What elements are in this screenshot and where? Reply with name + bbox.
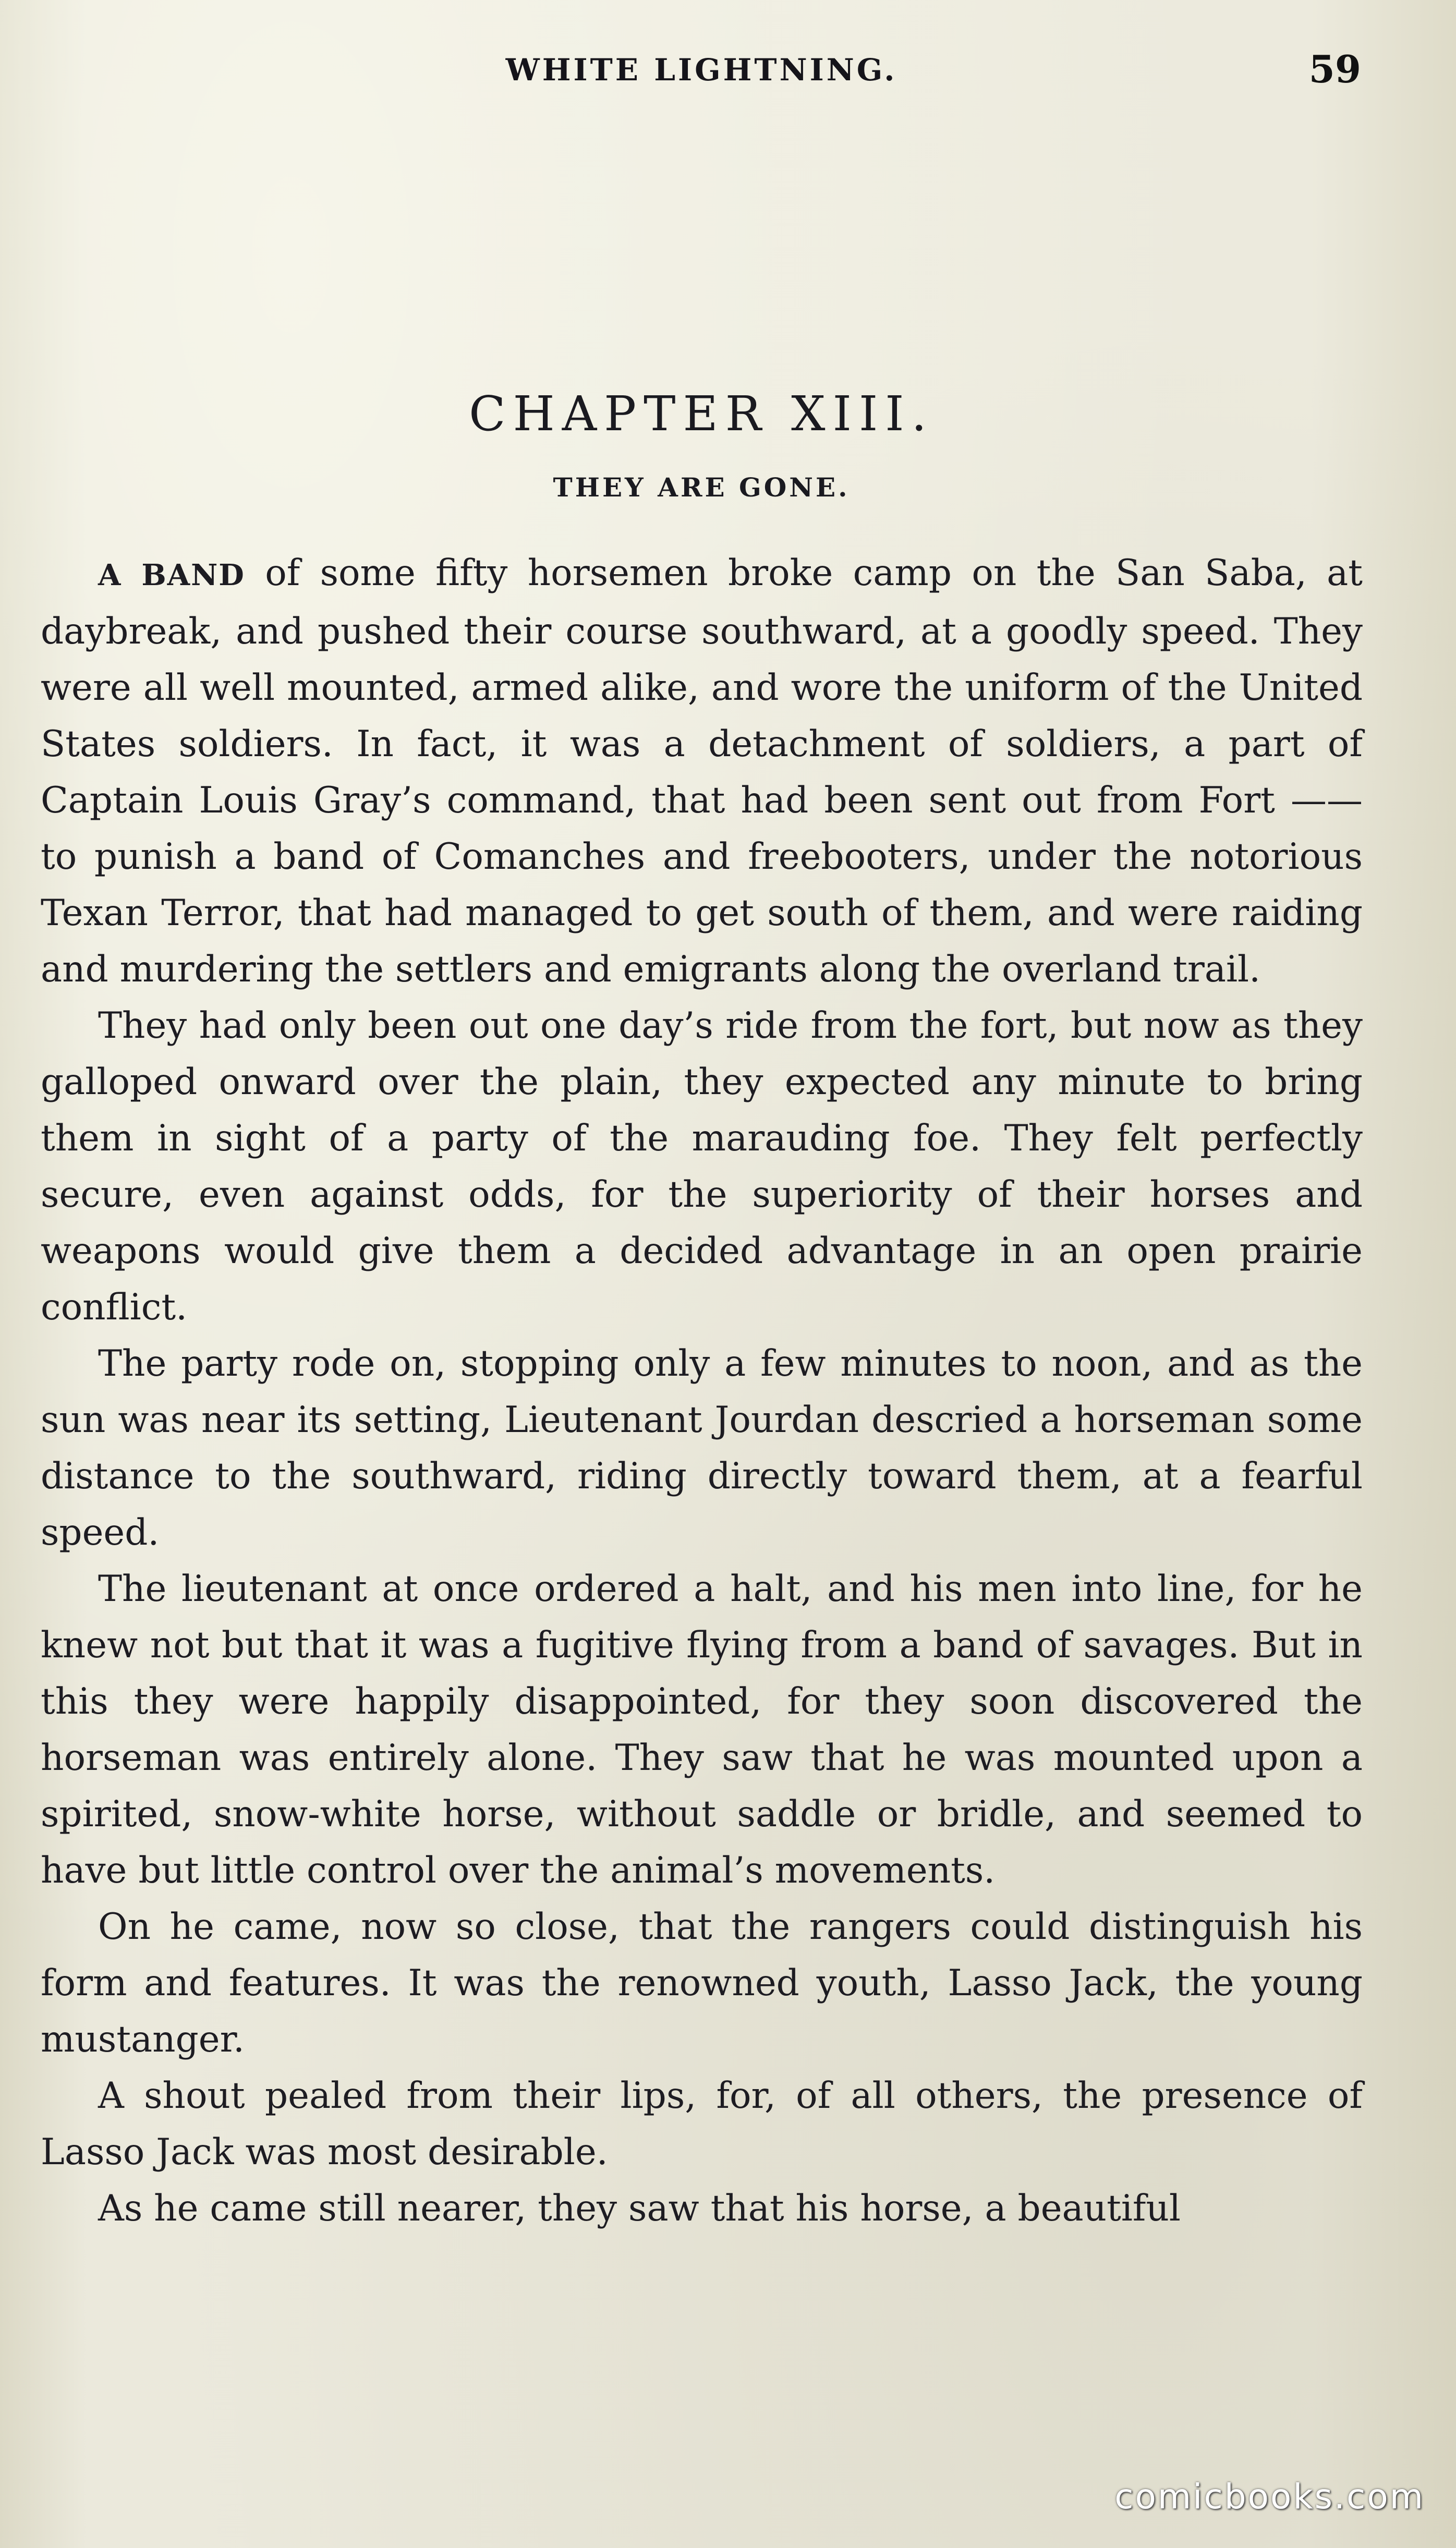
paragraph: The party rode on, stopping only a few minutes to noon, and as the sun was near its setting, Lieutenant Jourdan descried a horseman some distance to the southward, riding directly toward them, at a fearful speed. (41, 1343, 1363, 1554)
drop-lead: A BAND (98, 558, 245, 592)
paragraph: They had only been out one day’s ride from the fort, but now as they galloped onward over the plain, they expected any minute to bring them in sight of a party of the marauding foe. They felt perfectly secure, even against odds, for the superiority of their horses and weapons would give them a decided advantage in an open prairie conflict. (41, 1005, 1363, 1328)
paragraph (41, 545, 1363, 998)
page-number: 59 (1308, 47, 1361, 91)
running-title: WHITE LIGHTNING. (505, 52, 897, 88)
chapter-title: CHAPTER XIII. (469, 386, 934, 442)
paragraph: As he came still nearer, they saw that his horse, a beautiful (98, 2188, 1181, 2229)
paragraph: The lieutenant at once ordered a halt, and his men into line, for he knew not but that it was a fugitive flying from a band of savages. But in this they were happily disappointed, for they soon discovered the horseman was entirely alone. They saw that he was mounted upon a spirited, snow-white horse, without saddle or bridle, and seemed to have but little control over the animal’s movements. (41, 1568, 1363, 1891)
body-text (41, 545, 1363, 2237)
page-header (42, 42, 1361, 104)
watermark: comicbooks.com (1114, 2477, 1425, 2517)
paragraph: On he came, now so close, that the rangers could distinguish his form and features. It was the renowned youth, Lasso Jack, the young mustanger. (41, 1906, 1363, 2060)
paragraph-text: of some fifty horsemen broke camp on the San Saba, at daybreak, and pushed their course southward, at a goodly speed. They were all well mounted, armed alike, and wore the uniform of the United States soldiers. In fact, it was a detachment of soldiers, a part of Captain Louis Gray’s command, that had been sent out from Fort —— to punish a band of Comanches and freebooters, under the notorious Texan Terror, that had managed to get south of them, and were raiding and murdering the settlers and emigrants along the overland trail. (41, 552, 1363, 990)
paragraph: A shout pealed from their lips, for, of all others, the presence of Lasso Jack was most desirable. (41, 2075, 1363, 2173)
chapter-subtitle: THEY ARE GONE. (553, 472, 850, 503)
